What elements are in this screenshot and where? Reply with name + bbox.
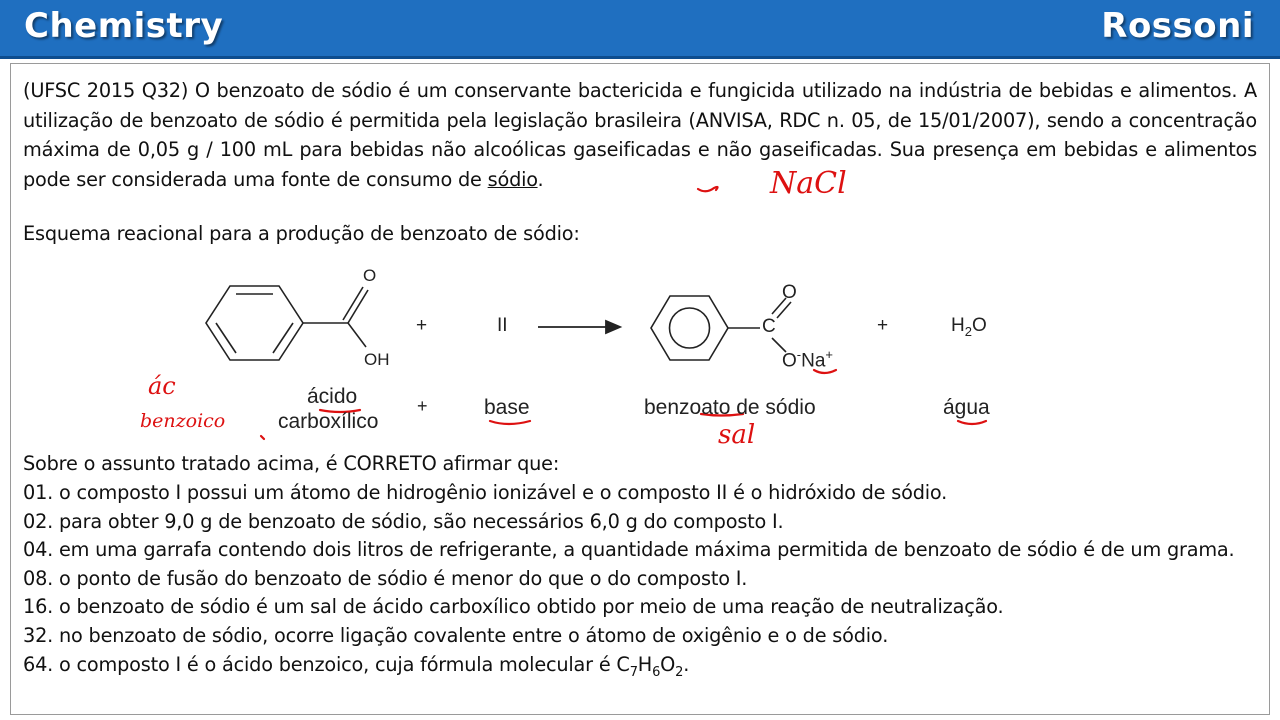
option-04: 04. em uma garrafa contendo dois litros de refrigerante, a quantidade máxima permitida de benzoato de sódio é de um grama. bbox=[23, 538, 1235, 561]
course-title: Chemistry bbox=[24, 6, 224, 46]
carboxylate-o-minus: O-Na+ bbox=[782, 347, 834, 372]
handwritten-benzoico: benzoico bbox=[140, 410, 226, 432]
option-64: 64. o composto I é o ácido benzoico, cuja fórmula molecular é $C_7H_6O_2$. bbox=[23, 653, 690, 680]
handwritten-ac: ác bbox=[148, 372, 176, 400]
label-water: água bbox=[943, 396, 990, 419]
water-formula: $H_2O$ bbox=[951, 315, 987, 339]
handwritten-nacl: NaCl bbox=[770, 166, 847, 201]
acid-hydroxyl: OH bbox=[364, 350, 390, 369]
carboxylate-o: O bbox=[782, 282, 797, 303]
option-32: 32. no benzoato de sódio, ocorre ligação covalente entre o átomo de oxigênio e o de sódio. bbox=[23, 624, 889, 647]
scheme-intro: Esquema reacional para a produção de benzoato de sódio: bbox=[23, 222, 580, 245]
period: . bbox=[537, 167, 544, 191]
handwritten-sal: sal bbox=[718, 420, 756, 450]
option-02: 02. para obter 9,0 g de benzoato de sódio, são necessários 6,0 g do composto I. bbox=[23, 510, 784, 533]
question-text bbox=[23, 76, 1257, 194]
option-01: 01. o composto I possui um átomo de hidrogênio ionizável e o composto II é o hidróxido de sódio. bbox=[23, 481, 948, 504]
compound-ii: II bbox=[497, 315, 508, 336]
label-base: base bbox=[484, 396, 530, 419]
option-16: 16. o benzoato de sódio é um sal de ácido carboxílico obtido por meio de uma reação de neutralização. bbox=[23, 595, 1004, 618]
title-bar bbox=[0, 0, 1280, 59]
plus-sign-1: + bbox=[416, 315, 428, 336]
acid-carbonyl-o: O bbox=[363, 266, 377, 285]
plus-sign-2: + bbox=[877, 315, 889, 336]
plus-sign-3: + bbox=[417, 396, 428, 416]
carboxylate-carbon: C bbox=[762, 316, 776, 337]
label-acid-line2: carboxílico bbox=[278, 410, 379, 433]
author-name: Rossoni bbox=[1101, 6, 1254, 46]
label-acid-line1: ácido bbox=[307, 385, 358, 408]
label-salt: benzoato de sódio bbox=[644, 396, 816, 419]
sodium-word: sódio bbox=[487, 167, 538, 191]
option-08: 08. o ponto de fusão do benzoato de sódio é menor do que o do composto I. bbox=[23, 567, 748, 590]
statement-line: Sobre o assunto tratado acima, é CORRETO afirmar que: bbox=[23, 452, 560, 475]
question-body: (UFSC 2015 Q32) O benzoato de sódio é um conservante bactericida e fungicida utilizado na indústria de bebidas e alimentos. A utilização de benzoato de sódio é permitida pela legislação brasileira (ANVISA, RDC n. 05, de 15/01/2007), sendo a concentração máxima de 0,05 g / 100 mL para bebidas não alcoólicas gaseificadas e não gaseificadas. Sua presença em bebidas e alimentos pode ser considerada uma fonte de consumo de bbox=[23, 79, 1257, 191]
